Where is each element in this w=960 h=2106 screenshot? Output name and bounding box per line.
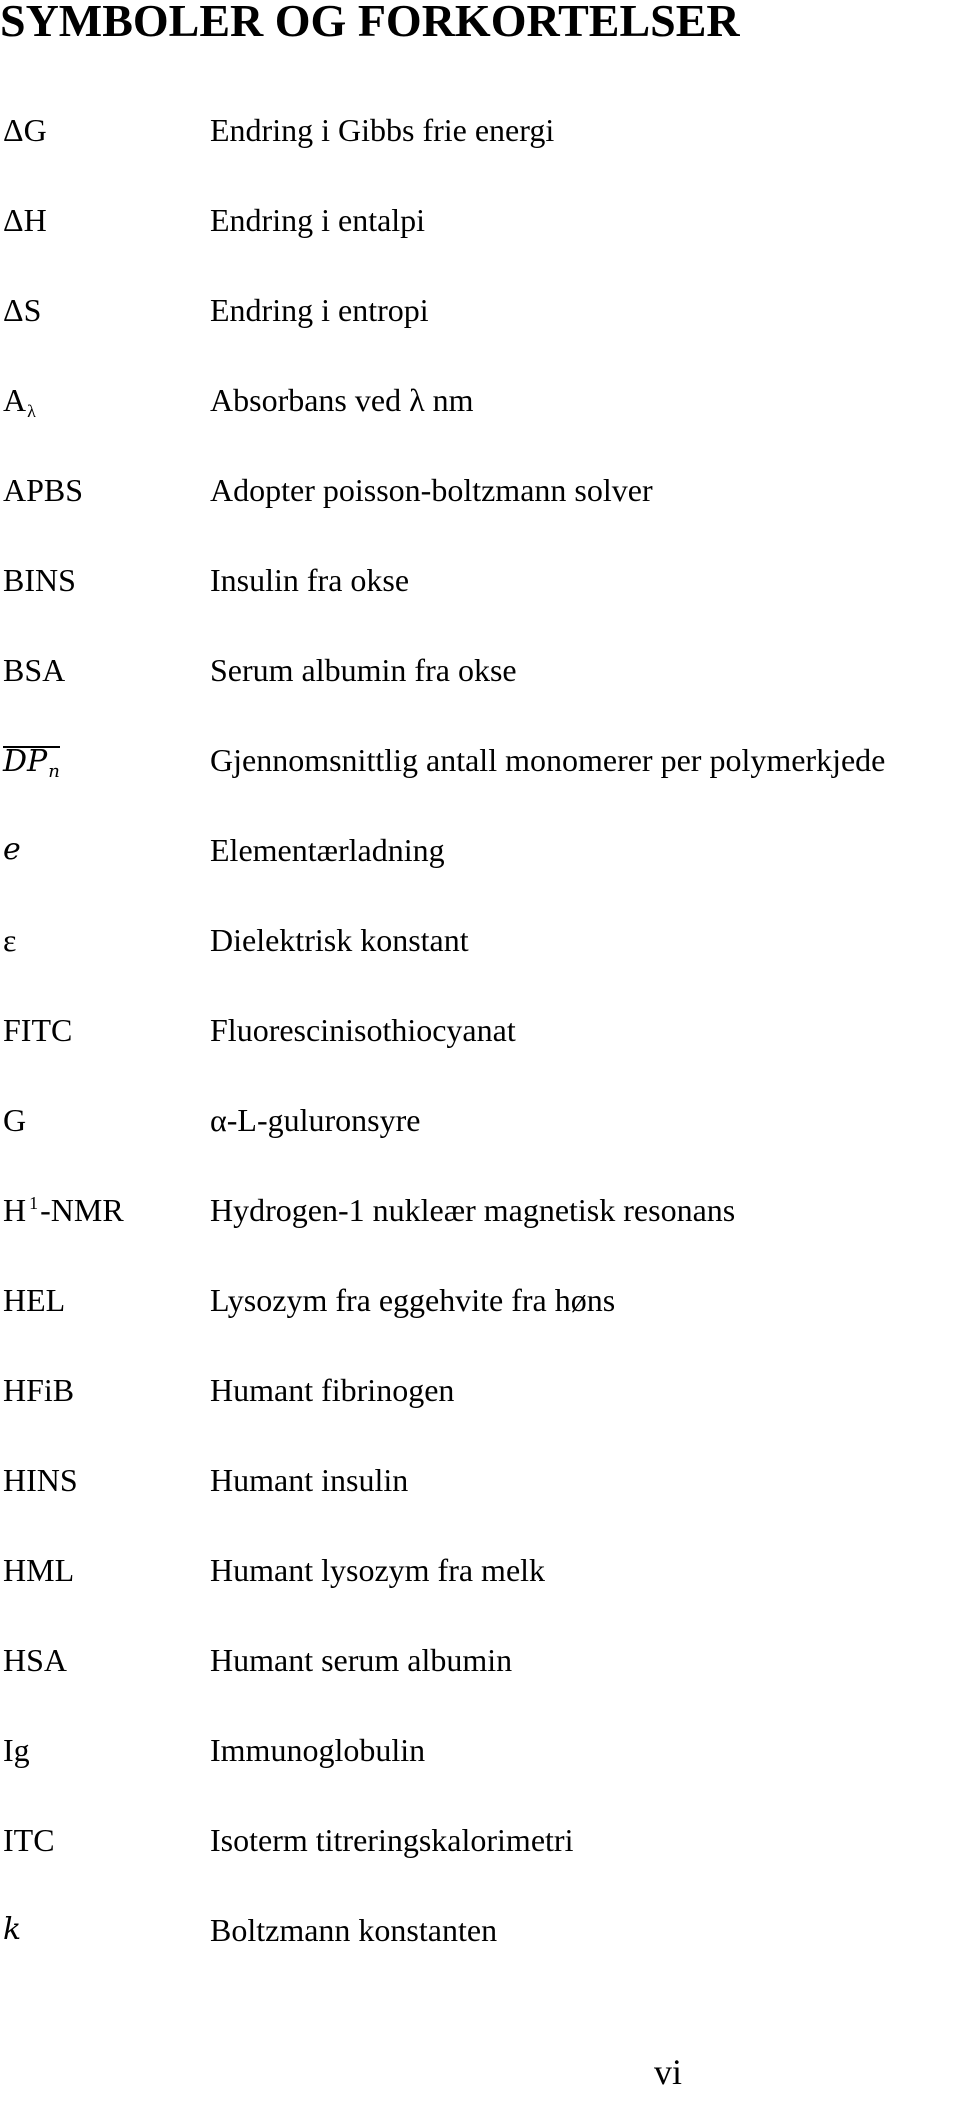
description: Endring i Gibbs frie energi xyxy=(210,112,555,148)
page-number: vi xyxy=(654,2052,683,2092)
description: Humant serum albumin xyxy=(210,1642,513,1678)
list-item xyxy=(0,1730,960,1790)
description: Lysozym fra eggehvite fra høns xyxy=(210,1282,616,1318)
symbol-dpn xyxy=(3,740,60,786)
symbol-e: e xyxy=(3,832,21,867)
description: Adopter poisson-boltzmann solver xyxy=(210,472,653,508)
list-item xyxy=(0,1910,960,1970)
list-item xyxy=(0,110,960,170)
list-item xyxy=(0,1460,960,1520)
symbol-dpn-overlined xyxy=(3,742,60,786)
list-item xyxy=(0,650,960,710)
list-item xyxy=(0,830,960,890)
symbol-suffix: -NMR xyxy=(40,1192,124,1228)
description: Isoterm titreringskalorimetri xyxy=(210,1822,574,1858)
list-item xyxy=(0,1010,960,1070)
list-item xyxy=(0,290,960,350)
symbol-hfib: HFiB xyxy=(3,1372,75,1408)
symbol-itc: ITC xyxy=(3,1822,55,1858)
description: Endring i entropi xyxy=(210,292,429,328)
list-item xyxy=(0,380,960,440)
description: Elementærladning xyxy=(210,832,445,868)
list-item xyxy=(0,470,960,530)
description: Dielektrisk konstant xyxy=(210,922,469,958)
description: Absorbans ved λ nm xyxy=(210,382,474,418)
symbol-fitc: FITC xyxy=(3,1012,73,1048)
symbol-delta-s: ΔS xyxy=(3,292,42,328)
description: Humant insulin xyxy=(210,1462,409,1498)
symbol-superscript: 1 xyxy=(29,1193,39,1213)
list-item xyxy=(0,200,960,260)
description: Endring i entalpi xyxy=(210,202,426,238)
list-item xyxy=(0,1550,960,1610)
symbol-k: k xyxy=(3,1912,22,1947)
description: α-L-guluronsyre xyxy=(210,1102,421,1138)
description: Humant lysozym fra melk xyxy=(210,1552,546,1588)
description: Insulin fra okse xyxy=(210,562,410,598)
symbol-subscript: n xyxy=(48,761,60,782)
list-item xyxy=(0,920,960,980)
symbol-base: H xyxy=(3,1192,27,1228)
symbol-base: A xyxy=(3,382,27,418)
symbol-apbs: APBS xyxy=(3,472,84,508)
overline xyxy=(3,746,60,748)
description: Gjennomsnittlig antall monomerer per polymerkjede xyxy=(210,742,886,778)
page-title: SYMBOLER OG FORKORTELSER xyxy=(0,0,740,46)
symbol-absorbance xyxy=(3,380,36,425)
list-item xyxy=(0,1190,960,1250)
symbol-epsilon: ε xyxy=(3,922,17,958)
list-item xyxy=(0,1820,960,1880)
symbol-base: DP xyxy=(3,744,48,779)
description: Fluorescinisothiocyanat xyxy=(210,1012,516,1048)
description: Immunoglobulin xyxy=(210,1732,426,1768)
symbol-ig: Ig xyxy=(3,1732,30,1768)
symbol-subscript: λ xyxy=(27,401,36,421)
list-item xyxy=(0,740,960,800)
symbol-hins: HINS xyxy=(3,1462,78,1498)
symbol-h1-nmr xyxy=(3,1190,124,1235)
list-item xyxy=(0,1370,960,1430)
list-item xyxy=(0,1100,960,1160)
description: Hydrogen-1 nukleær magnetisk resonans xyxy=(210,1192,736,1228)
symbol-delta-g: ΔG xyxy=(3,112,47,148)
description: Boltzmann konstanten xyxy=(210,1912,498,1948)
list-item xyxy=(0,1640,960,1700)
description: Serum albumin fra okse xyxy=(210,652,517,688)
symbol-g: G xyxy=(3,1102,27,1138)
symbol-delta-h: ΔH xyxy=(3,202,47,238)
list-item xyxy=(0,1280,960,1340)
symbol-hml: HML xyxy=(3,1552,75,1588)
symbol-hel: HEL xyxy=(3,1282,66,1318)
symbol-bins: BINS xyxy=(3,562,76,598)
symbol-hsa: HSA xyxy=(3,1642,68,1678)
description: Humant fibrinogen xyxy=(210,1372,455,1408)
symbol-bsa: BSA xyxy=(3,652,66,688)
list-item xyxy=(0,560,960,620)
